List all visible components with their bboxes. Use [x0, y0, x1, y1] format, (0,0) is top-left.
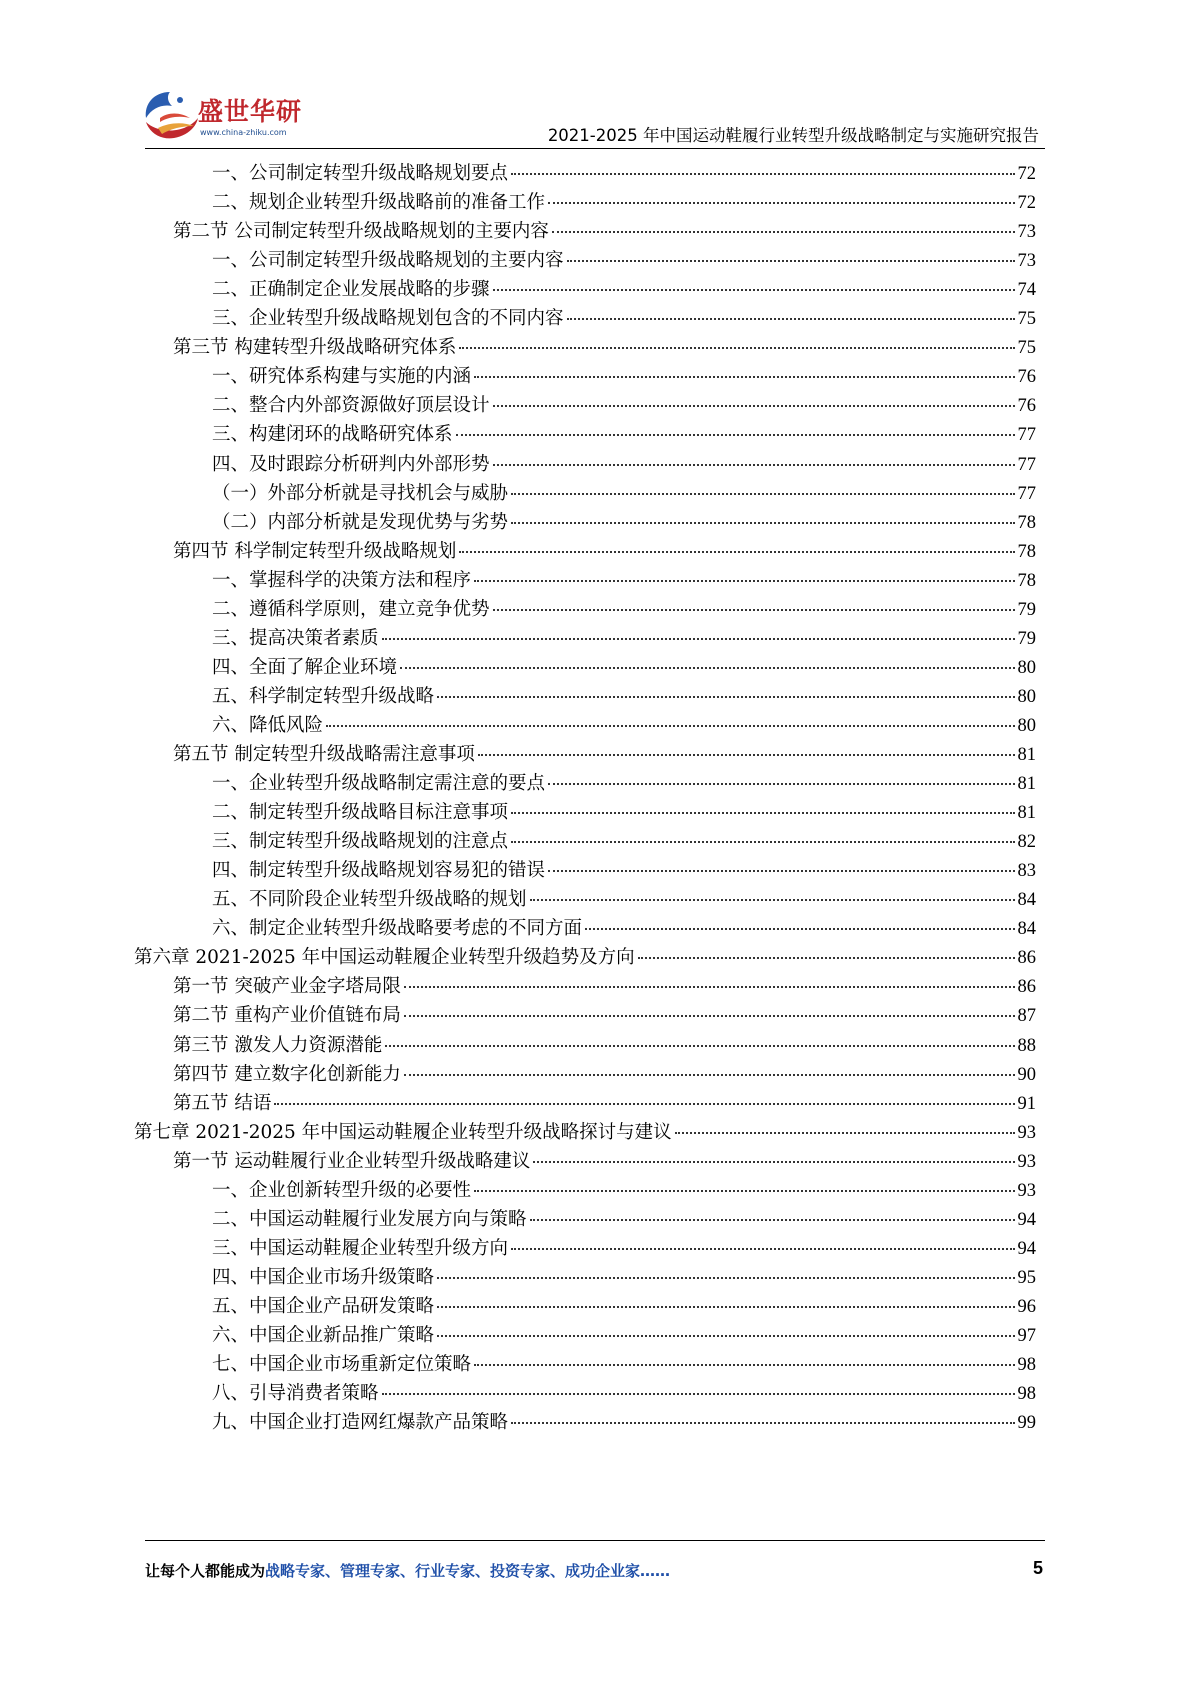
toc-entry-page: 81: [1017, 803, 1036, 824]
toc-entry[interactable]: [212, 1321, 1036, 1352]
toc-entry-label: （二）内部分析就是发现优势与劣势: [212, 511, 509, 533]
toc-entry-label: 二、遵循科学原则，建立竞争优势: [212, 598, 490, 620]
toc-entry[interactable]: [212, 304, 1036, 335]
logo-url: www.china-zhiku.com: [200, 128, 287, 137]
logo-text: 盛世华研: [198, 97, 303, 126]
toc-entry-label: 第二节 重构产业价值链布局: [173, 1005, 401, 1027]
toc-entry-page: 78: [1017, 541, 1036, 562]
toc-entry-label: 第五节 结语: [173, 1092, 272, 1114]
toc-leader-dots: [533, 1160, 1014, 1163]
toc-entry[interactable]: [212, 653, 1036, 684]
toc-entry-page: 93: [1017, 1180, 1036, 1201]
toc-entry-label: 二、正确制定企业发展战略的步骤: [212, 279, 490, 301]
toc-entry[interactable]: [212, 391, 1036, 422]
toc-leader-dots: [456, 433, 1015, 436]
toc-leader-dots: [548, 201, 1014, 204]
toc-entry[interactable]: [212, 885, 1036, 916]
toc-entry-page: 74: [1017, 280, 1036, 301]
toc-entry-label: 第一节 突破产业金字塔局限: [173, 976, 401, 998]
toc-entry-label: 第六章 2021-2025 年中国运动鞋履企业转型升级趋势及方向: [134, 947, 635, 969]
toc-entry[interactable]: [212, 856, 1036, 887]
toc-entry-page: 86: [1017, 948, 1036, 969]
toc-entry[interactable]: [212, 1408, 1036, 1439]
toc-leader-dots: [585, 927, 1014, 930]
toc-entry[interactable]: [173, 537, 1036, 568]
toc-entry-page: 98: [1017, 1355, 1036, 1376]
toc-entry-label: 五、科学制定转型升级战略: [212, 685, 435, 707]
toc-leader-dots: [493, 463, 1015, 466]
toc-entry-page: 75: [1017, 309, 1036, 330]
toc-entry-label: 四、制定转型升级战略规划容易犯的错误: [212, 860, 546, 882]
toc-leader-dots: [493, 404, 1015, 407]
toc-entry-label: 第二节 公司制定转型升级战略规划的主要内容: [173, 221, 549, 243]
toc-leader-dots: [511, 521, 1014, 524]
toc-entry-label: 一、公司制定转型升级战略规划要点: [212, 163, 509, 184]
toc-entry-page: 80: [1017, 686, 1036, 707]
toc-entry[interactable]: [212, 188, 1036, 219]
toc-entry-page: 72: [1017, 193, 1036, 214]
toc-entry-label: 五、不同阶段企业转型升级战略的规划: [212, 889, 527, 911]
toc-entry-page: 84: [1017, 919, 1036, 940]
toc-entry-page: 87: [1017, 1006, 1036, 1027]
toc-leader-dots: [511, 492, 1014, 495]
toc-leader-dots: [493, 608, 1015, 611]
toc-leader-dots: [474, 1363, 1014, 1366]
toc-leader-dots: [567, 317, 1015, 320]
toc-leader-dots: [552, 230, 1015, 233]
toc-entry-label: 一、研究体系构建与实施的内涵: [212, 366, 472, 388]
toc-entry-page: 95: [1017, 1267, 1036, 1288]
toc-entry-label: 六、中国企业新品推广策略: [212, 1325, 435, 1346]
toc-entry[interactable]: [173, 1089, 1036, 1120]
toc-entry-label: 第一节 运动鞋履行业企业转型升级战略建议: [173, 1150, 531, 1172]
toc-entry[interactable]: [173, 1060, 1036, 1091]
toc-leader-dots: [404, 1073, 1015, 1076]
toc-entry[interactable]: [212, 595, 1036, 626]
footer-slogan: [145, 1560, 670, 1581]
toc-leader-dots: [530, 1218, 1015, 1221]
toc-entry[interactable]: [212, 1234, 1036, 1265]
toc-entry[interactable]: [173, 1147, 1036, 1178]
toc-entry-label: 七、中国企业市场重新定位策略: [212, 1354, 472, 1376]
toc-entry-label: 六、制定企业转型升级战略要考虑的不同方面: [212, 918, 583, 940]
toc-entry-label: 第四节 科学制定转型升级战略规划: [173, 540, 457, 562]
toc-leader-dots: [548, 782, 1014, 785]
logo-emblem-icon: [140, 88, 202, 144]
toc-entry[interactable]: [212, 711, 1036, 742]
toc-entry-label: 二、制定转型升级战略目标注意事项: [212, 802, 509, 824]
toc-entry-label: 四、及时跟踪分析研判内外部形势: [212, 453, 490, 475]
toc-entry-page: 93: [1017, 1151, 1036, 1172]
toc-entry[interactable]: [212, 1263, 1036, 1294]
toc-entry-page: 90: [1017, 1064, 1036, 1085]
toc-leader-dots: [548, 869, 1014, 872]
toc-entry-page: 82: [1017, 832, 1036, 853]
toc-leader-dots: [474, 1189, 1014, 1192]
toc-leader-dots: [474, 375, 1014, 378]
toc-entry-page: 97: [1017, 1326, 1036, 1346]
toc-entry[interactable]: [212, 450, 1036, 481]
toc-entry[interactable]: [212, 508, 1036, 539]
toc-leader-dots: [530, 898, 1015, 901]
toc-leader-dots: [382, 637, 1015, 640]
toc-entry-label: 一、企业转型升级战略制定需注意的要点: [212, 773, 546, 795]
toc-entry-page: 88: [1017, 1035, 1036, 1056]
toc-entry-label: 九、中国企业打造网红爆款产品策略: [212, 1412, 509, 1434]
toc-leader-dots: [404, 985, 1015, 988]
toc-entry-label: 八、引导消费者策略: [212, 1383, 379, 1405]
toc-entry[interactable]: [212, 624, 1036, 655]
toc-leader-dots: [638, 956, 1015, 959]
toc-entry-label: 三、制定转型升级战略规划的注意点: [212, 831, 509, 853]
toc-entry-page: 73: [1017, 222, 1036, 243]
toc-entry[interactable]: [212, 420, 1036, 451]
toc-entry-label: 第五节 制定转型升级战略需注意事项: [173, 744, 475, 765]
toc-leader-dots: [459, 346, 1014, 349]
toc-entry[interactable]: [212, 159, 1036, 190]
toc-entry-page: 77: [1017, 483, 1036, 504]
toc-leader-dots: [437, 695, 1014, 698]
toc-leader-dots: [511, 1421, 1014, 1424]
toc-entry[interactable]: [212, 362, 1036, 393]
toc-leader-dots: [385, 1044, 1014, 1047]
toc-entry-page: 76: [1017, 396, 1036, 417]
toc-entry-page: 79: [1017, 599, 1036, 620]
toc-entry-page: 77: [1017, 454, 1036, 475]
toc-leader-dots: [437, 1276, 1014, 1279]
toc-entry[interactable]: [173, 333, 1036, 364]
slogan-prefix: 让每个人都能成为: [145, 1562, 266, 1580]
toc-entry-page: 72: [1017, 164, 1036, 184]
toc-entry-page: 78: [1017, 570, 1036, 591]
toc-entry-label: 五、中国企业产品研发策略: [212, 1295, 435, 1317]
toc-entry-label: 六、降低风险: [212, 714, 324, 736]
toc-entry-page: 94: [1017, 1209, 1036, 1230]
toc-leader-dots: [400, 666, 1014, 669]
toc-entry-label: 一、公司制定转型升级战略规划的主要内容: [212, 250, 564, 272]
toc-leader-dots: [511, 840, 1014, 843]
footer-divider: [145, 1540, 1045, 1541]
toc-entry[interactable]: [134, 1118, 1036, 1149]
toc-entry-label: 二、规划企业转型升级战略前的准备工作: [212, 192, 546, 214]
toc-entry-page: 83: [1017, 861, 1036, 882]
toc-leader-dots: [474, 579, 1014, 582]
toc-entry[interactable]: [173, 740, 1036, 771]
toc-entry-page: 96: [1017, 1296, 1036, 1317]
page-number: 5: [1032, 1558, 1043, 1578]
toc-entry-page: 93: [1017, 1122, 1036, 1143]
toc-entry[interactable]: [173, 1001, 1036, 1032]
toc-entry-label: 三、企业转型升级战略规划包含的不同内容: [212, 308, 564, 330]
toc-entry[interactable]: [173, 217, 1036, 248]
toc-entry-page: 81: [1017, 745, 1036, 765]
toc-entry-label: 二、整合内外部资源做好顶层设计: [212, 395, 490, 417]
toc-entry[interactable]: [173, 1031, 1036, 1062]
toc-entry-label: 第三节 构建转型升级战略研究体系: [173, 337, 457, 359]
toc-leader-dots: [511, 1247, 1014, 1250]
toc-leader-dots: [567, 259, 1015, 262]
toc-entry-label: 第三节 激发人力资源潜能: [173, 1034, 383, 1056]
toc-entry-page: 99: [1017, 1413, 1036, 1434]
report-title: 2021-2025 年中国运动鞋履行业转型升级战略制定与实施研究报告: [547, 126, 1039, 145]
toc-entry-page: 86: [1017, 977, 1036, 998]
toc-leader-dots: [511, 811, 1014, 814]
toc-entry[interactable]: [212, 275, 1036, 306]
toc-entry-page: 79: [1017, 628, 1036, 649]
toc-entry-page: 76: [1017, 367, 1036, 388]
toc-leader-dots: [459, 550, 1014, 553]
toc-entry[interactable]: [212, 914, 1036, 945]
toc-entry[interactable]: [212, 246, 1036, 277]
toc-entry-label: 四、全面了解企业环境: [212, 656, 398, 678]
toc-entry[interactable]: [212, 769, 1036, 800]
toc-entry-label: 三、中国运动鞋履企业转型升级方向: [212, 1237, 509, 1259]
toc-entry-page: 77: [1017, 425, 1036, 446]
page-header: [0, 0, 1191, 150]
toc-entry-label: （一）外部分析就是寻找机会与威胁: [212, 482, 509, 504]
toc-entry-label: 三、提高决策者素质: [212, 627, 379, 649]
toc-entry-label: 第七章 2021-2025 年中国运动鞋履企业转型升级战略探讨与建议: [134, 1121, 672, 1143]
toc-entry-page: 80: [1017, 657, 1036, 678]
toc-entry[interactable]: [212, 1205, 1036, 1236]
toc-entry-page: 98: [1017, 1384, 1036, 1405]
toc-leader-dots: [274, 1102, 1014, 1105]
toc-entry-label: 四、中国企业市场升级策略: [212, 1266, 435, 1288]
toc-leader-dots: [478, 753, 1015, 756]
toc-entry-label: 二、中国运动鞋履行业发展方向与策略: [212, 1208, 527, 1230]
toc-leader-dots: [404, 1014, 1015, 1017]
toc-entry-page: 78: [1017, 512, 1036, 533]
toc-entry[interactable]: [212, 1379, 1036, 1410]
toc-entry-page: 84: [1017, 890, 1036, 911]
toc-entry[interactable]: [212, 566, 1036, 597]
toc-leader-dots: [493, 288, 1015, 291]
toc-entry-page: 80: [1017, 715, 1036, 736]
toc-entry[interactable]: [212, 798, 1036, 829]
toc-entry-page: 91: [1017, 1093, 1036, 1114]
toc-entry[interactable]: [212, 1292, 1036, 1323]
toc-entry-page: 73: [1017, 251, 1036, 272]
toc-leader-dots: [326, 724, 1014, 727]
company-logo: [140, 88, 310, 148]
toc-leader-dots: [437, 1305, 1014, 1308]
toc-entry[interactable]: [173, 972, 1036, 1003]
slogan-highlight: 战略专家、管理专家、行业专家、投资专家、成功企业家……: [265, 1562, 671, 1580]
toc-entry-page: 94: [1017, 1238, 1036, 1259]
toc-leader-dots: [437, 1334, 1014, 1337]
toc-entry-page: 81: [1017, 774, 1036, 795]
toc-entry[interactable]: [212, 827, 1036, 858]
toc-entry[interactable]: [212, 479, 1036, 510]
toc-entry-label: 一、企业创新转型升级的必要性: [212, 1179, 472, 1201]
toc-leader-dots: [382, 1392, 1015, 1395]
toc-entry[interactable]: [212, 1176, 1036, 1207]
toc-entry-label: 三、构建闭环的战略研究体系: [212, 424, 453, 446]
toc-entry-page: 75: [1017, 338, 1036, 359]
toc-entry[interactable]: [212, 682, 1036, 713]
toc-entry-label: 第四节 建立数字化创新能力: [173, 1063, 401, 1085]
header-divider: [145, 148, 1045, 149]
toc-entry-label: 一、掌握科学的决策方法和程序: [212, 569, 472, 591]
toc-entry[interactable]: [134, 943, 1036, 974]
toc-leader-dots: [511, 172, 1014, 175]
toc-leader-dots: [675, 1131, 1015, 1134]
toc-entry[interactable]: [212, 1350, 1036, 1381]
